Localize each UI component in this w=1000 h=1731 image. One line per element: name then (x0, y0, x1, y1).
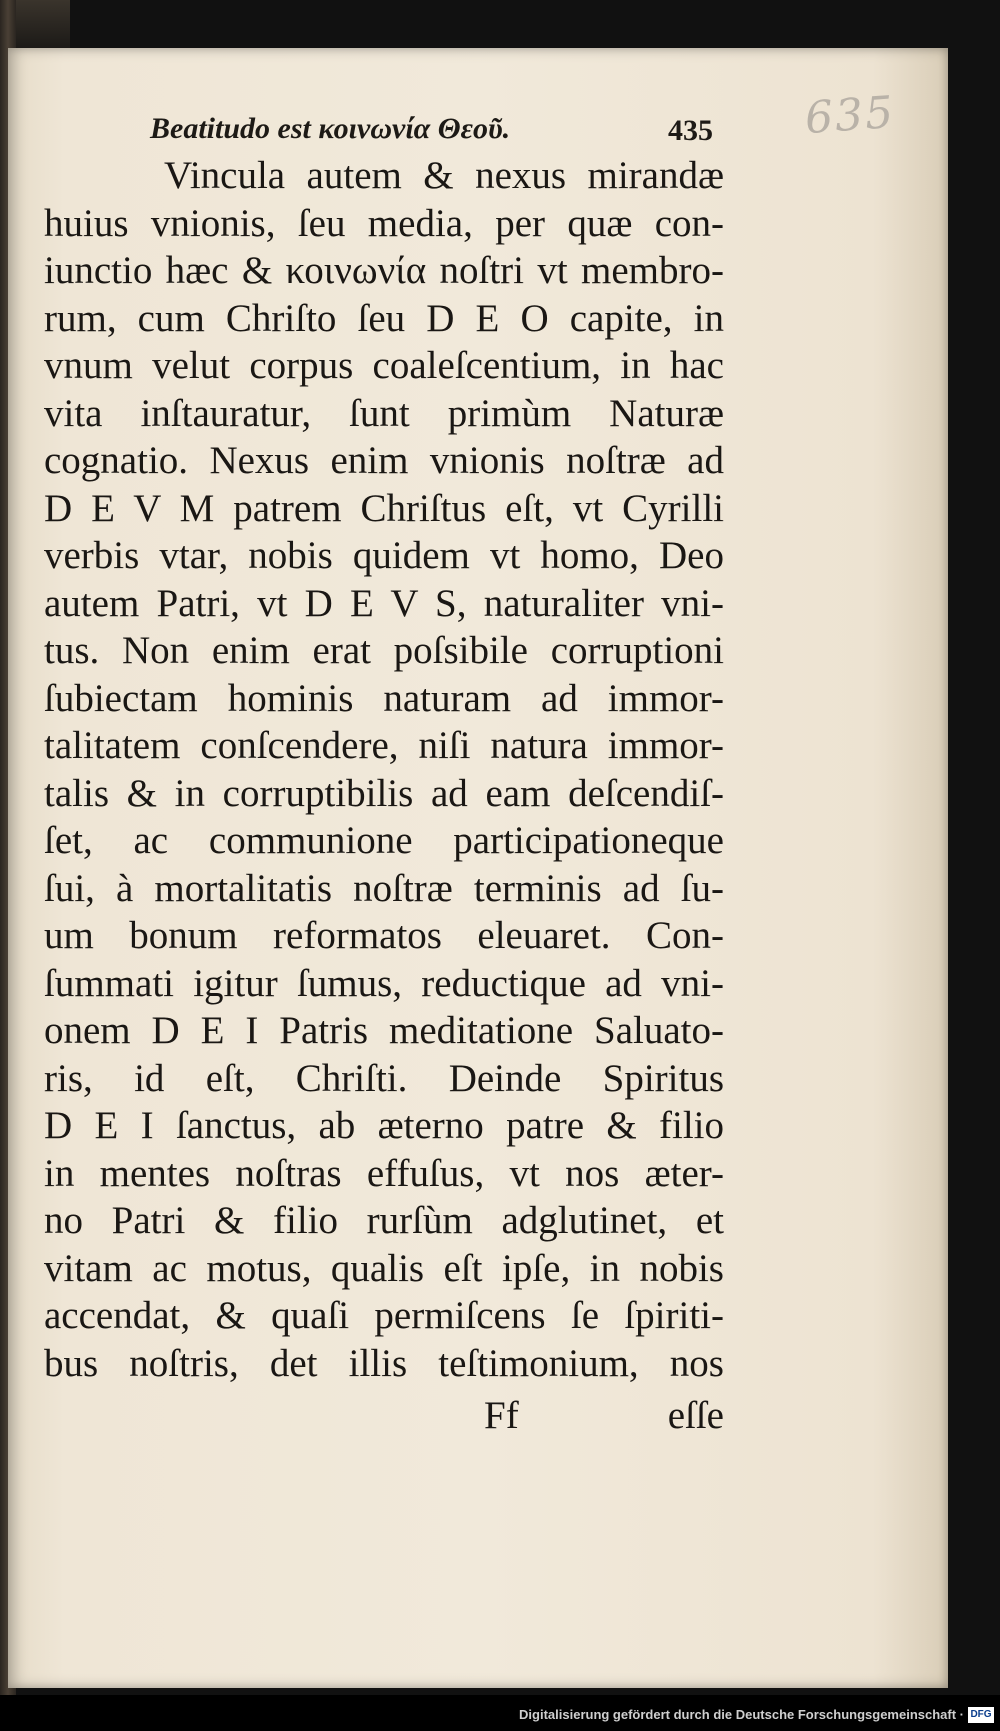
running-head: Beatitudo est κοινωνία Θεοῦ. (150, 112, 511, 145)
text-line: verbis vtar, nobis quidem vt homo, Deo (44, 534, 724, 577)
text-line: in mentes noſtras effuſus, vt nos æter- (44, 1151, 724, 1195)
pencil-folio-number: 635 (803, 86, 897, 145)
text-line: ſui, à mortalitatis noſtræ terminis ad ſu- (44, 866, 724, 910)
text-line: no Patri & filio rurſùm adglutinet, et (44, 1199, 724, 1242)
page-foot (44, 1393, 724, 1441)
digitization-credit: Digitalisierung gefördert durch die Deutsche Forschungsgemeinschaft · (519, 1707, 964, 1722)
text-line: ſet, ac communione participationeque (44, 819, 724, 862)
text-line: autem Patri, vt D E V S, naturaliter vni- (44, 581, 724, 625)
catchword: eſſe (667, 1394, 724, 1437)
dfg-logo: DFG (968, 1707, 994, 1723)
footer-bar (0, 1695, 1000, 1731)
text-line: iunctio hæc & κοινωνία noſtri vt membro- (44, 249, 724, 292)
text-line: talis & in corruptibilis ad eam deſcendiſ- (44, 771, 724, 815)
text-line: cognatio. Nexus enim vnionis noſtræ ad (44, 439, 724, 482)
page-number: 435 (668, 114, 713, 147)
text-line: tus. Non enim erat poſsibile corruptioni (44, 629, 724, 672)
text-line: ſummati igitur ſumus, reductique ad vni- (44, 961, 724, 1005)
text-line: D E I ſanctus, ab æterno patre & filio (44, 1104, 724, 1147)
text-line: vita inſtauratur, ſunt primùm Naturæ (44, 391, 724, 435)
text-line: onem D E I Patris meditatione Saluato- (44, 1009, 724, 1052)
body-text (44, 152, 724, 1387)
text-line: vitam ac motus, qualis eſt ipſe, in nobis (44, 1246, 724, 1290)
text-line: rum, cum Chriſto ſeu D E O capite, in (44, 296, 724, 340)
text-line: D E V M patrem Chriſtus eſt, vt Cyrilli (44, 486, 724, 530)
signature-mark: Ff (484, 1394, 519, 1437)
text-line: bus noſtris, det illis teſtimonium, nos (44, 1341, 724, 1385)
text-line: ris, id eſt, Chriſti. Deinde Spiritus (44, 1056, 724, 1100)
text-line: talitatem conſcendere, niſi natura immor- (44, 724, 724, 767)
text-line: accendat, & quaſi permiſcens ſe ſpiriti- (44, 1294, 724, 1337)
text-line: Vincula autem & nexus mirandæ (164, 154, 724, 197)
text-line: huius vnionis, ſeu media, per quæ con- (44, 201, 724, 245)
text-line: um bonum reformatos eleuaret. Con- (44, 914, 724, 957)
text-line: vnum velut corpus coaleſcentium, in hac (44, 344, 724, 387)
text-line: ſubiectam hominis naturam ad immor- (44, 676, 724, 720)
